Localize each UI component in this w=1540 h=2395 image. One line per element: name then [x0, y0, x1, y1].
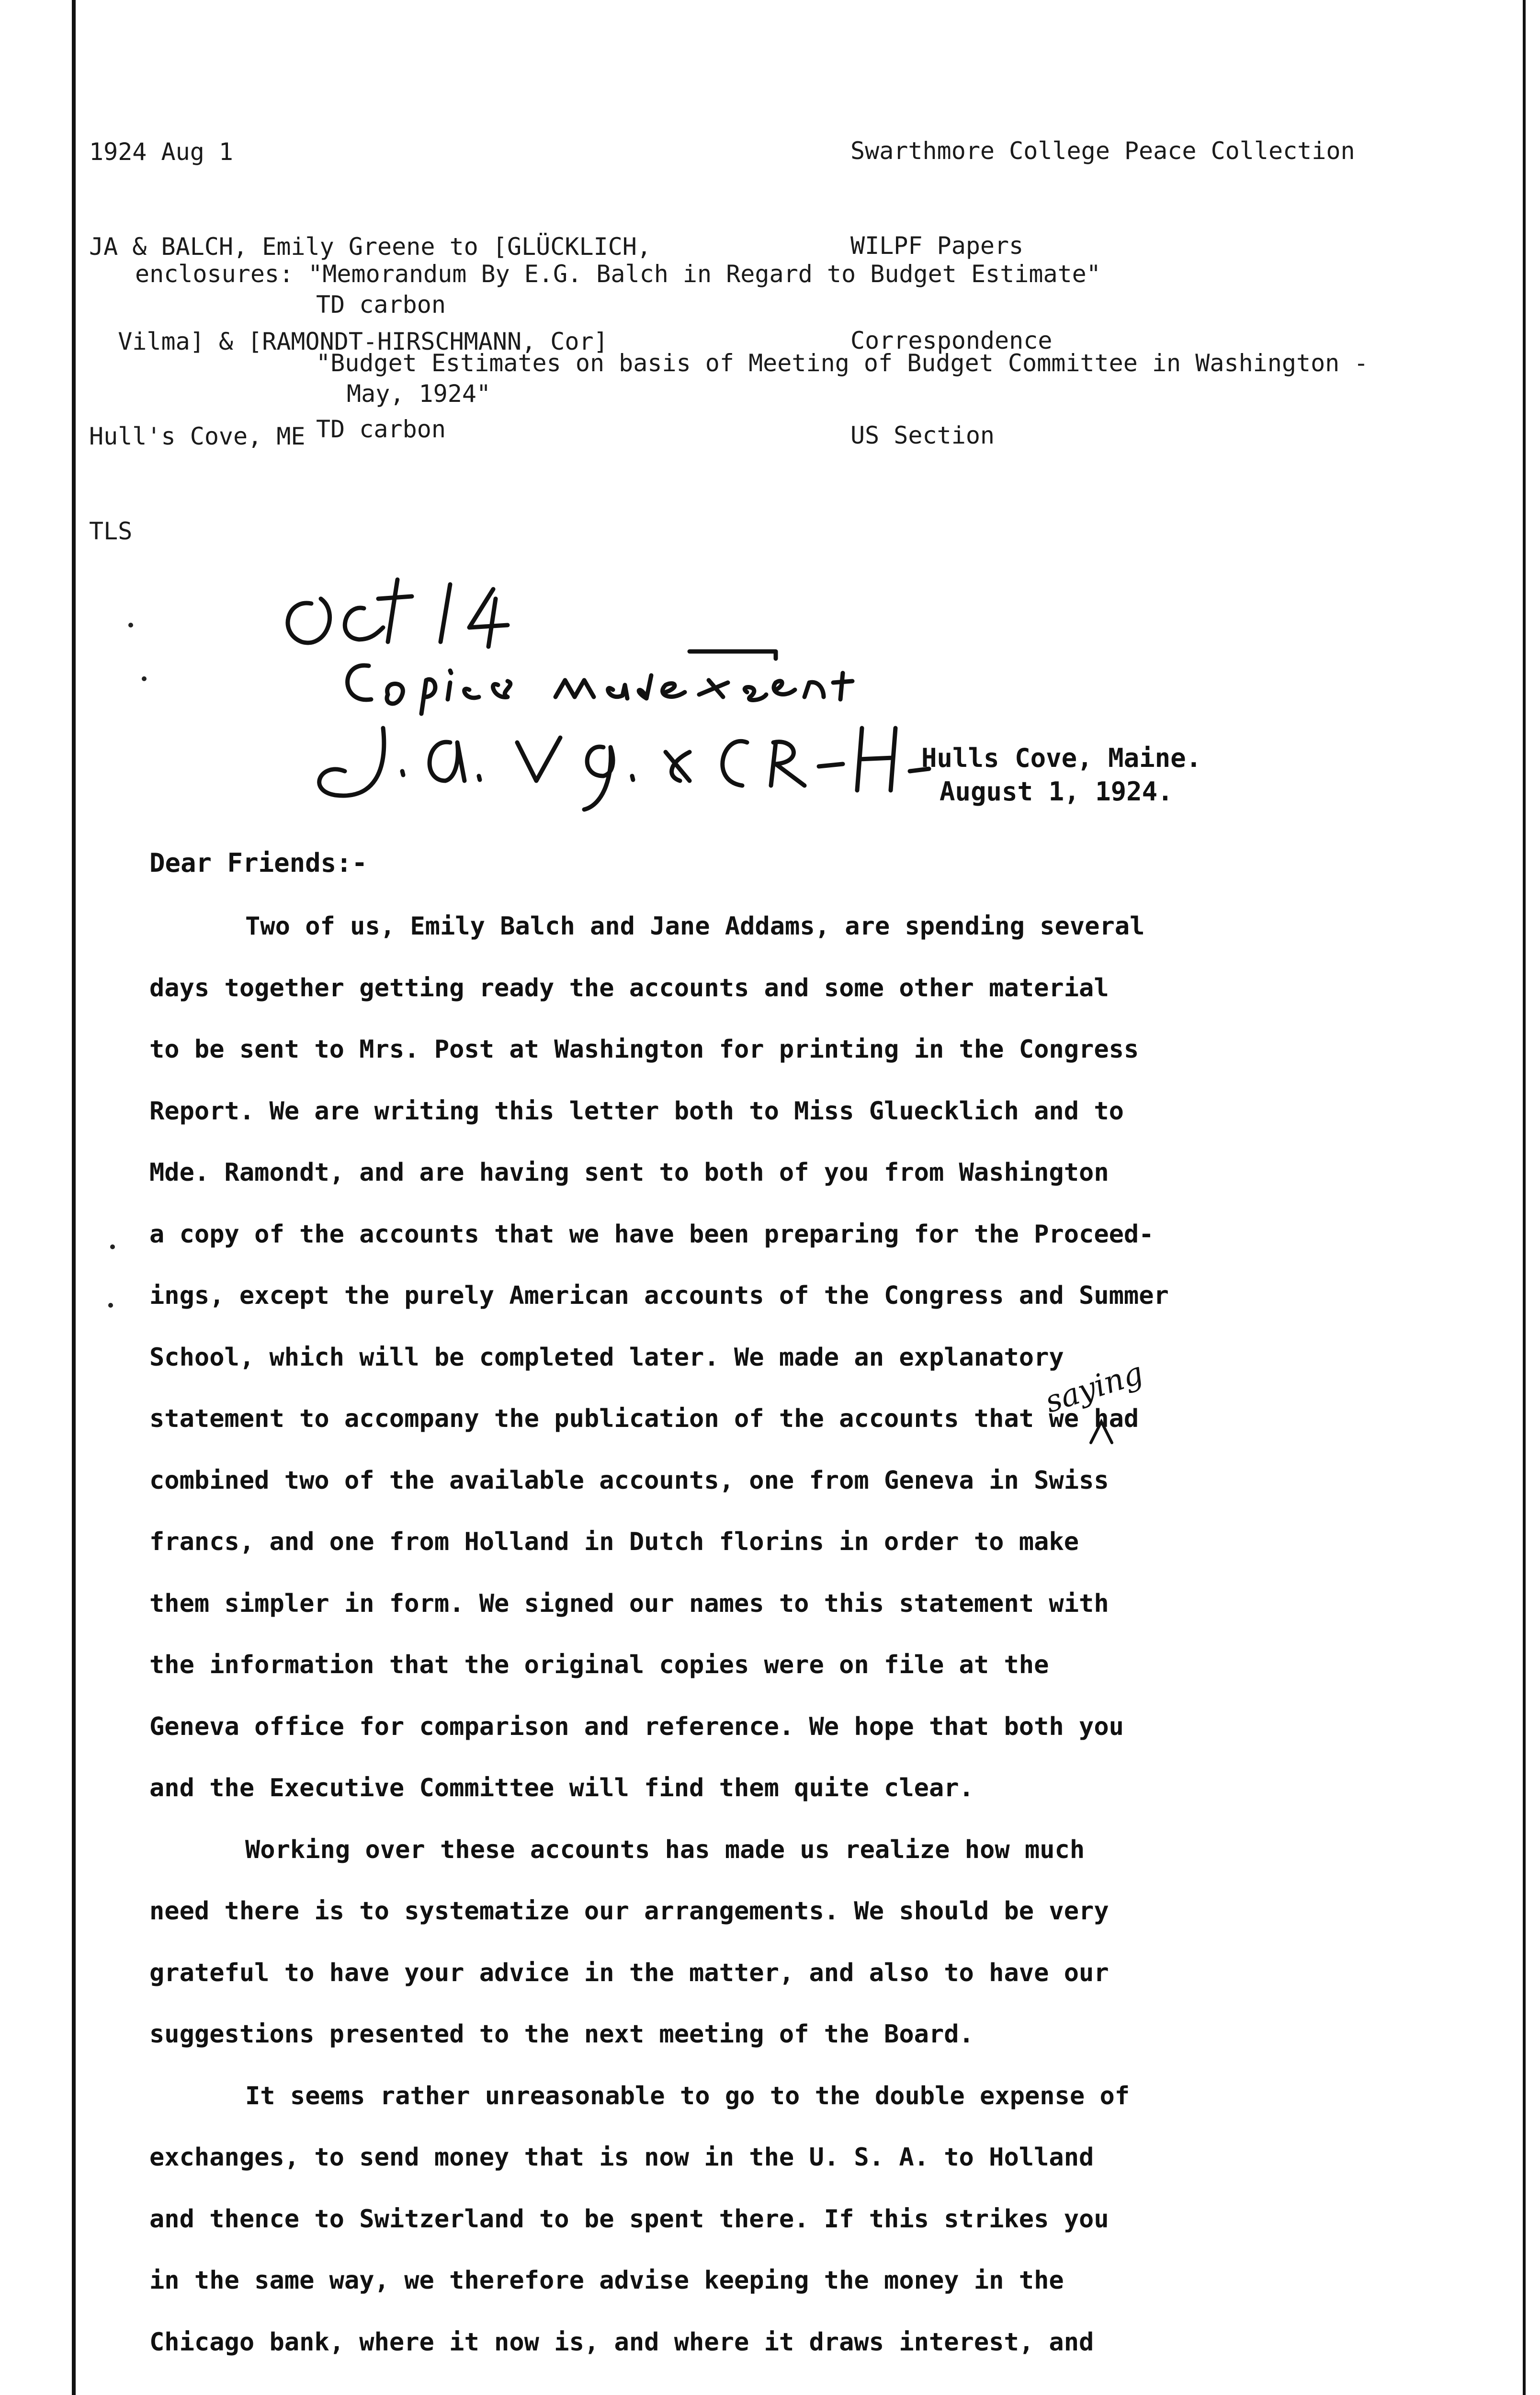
letter-body	[149, 896, 1375, 2373]
body-line: Report. We are writing this letter both to Miss Gluecklich and to	[149, 1096, 1124, 1126]
body-line: Chicago bank, where it now is, and where it draws interest, and	[149, 2327, 1094, 2357]
salutation: Dear Friends:-	[149, 848, 368, 878]
body-line: combined two of the available accounts, one from Geneva in Swiss	[149, 1466, 1109, 1495]
collection-section: US Section	[850, 422, 995, 449]
enclosure-2-type: TD carbon	[316, 415, 446, 443]
body-line: ings, except the purely American accounts of the Congress and Summer	[149, 1281, 1169, 1310]
enclosure-2-continued: May, 1924"	[347, 380, 491, 408]
handwriting-drawing	[268, 570, 1034, 829]
body-line: in the same way, we therefore advise keeping the money in the	[149, 2266, 1064, 2295]
body-line: a copy of the accounts that we have been preparing for the Proceed-	[149, 1220, 1154, 1249]
body-line: them simpler in form. We signed our names to this statement with	[149, 1589, 1109, 1618]
body-line: need there is to systematize our arrangements. We should be very	[149, 1897, 1109, 1926]
catalog-format: TLS	[89, 517, 133, 545]
scan-speck	[142, 676, 147, 681]
scan-speck	[110, 1244, 115, 1249]
insert-caret-mark	[1087, 1418, 1116, 1447]
body-line: and the Executive Committee will find them quite clear.	[149, 1774, 974, 1802]
scan-speck	[128, 623, 133, 627]
body-line: Geneva office for comparison and reference. We hope that both you	[149, 1712, 1124, 1741]
body-line: Two of us, Emily Balch and Jane Addams, are spending several	[245, 912, 1145, 941]
collection-series: WILPF Papers	[850, 232, 1024, 260]
handwritten-note	[268, 570, 1034, 829]
catalog-authors: JA & BALCH, Emily Greene to [GLÜCKLICH,	[89, 233, 651, 261]
body-line: days together getting ready the accounts and some other material	[149, 973, 1109, 1003]
enclosure-1: enclosures: "Memorandum By E.G. Balch in Regard to Budget Estimate"	[135, 260, 1101, 288]
body-line: francs, and one from Holland in Dutch florins in order to make	[149, 1528, 1079, 1556]
body-line: the information that the original copies were on file at the	[149, 1651, 1049, 1679]
dateline-place: Hulls Cove, Maine.	[921, 743, 1202, 773]
enclosure-1-type: TD carbon	[316, 291, 446, 319]
body-line: suggestions presented to the next meeting of the Board.	[149, 2020, 974, 2049]
body-line: exchanges, to send money that is now in the U. S. A. to Holland	[149, 2143, 1094, 2172]
body-line: statement to accompany the publication of the accounts that we had	[149, 1404, 1139, 1433]
body-line: Working over these accounts has made us realize how much	[245, 1835, 1085, 1864]
handwritten-insert: saying	[1041, 1355, 1148, 1420]
body-line: School, which will be completed later. We made an explanatory	[149, 1343, 1064, 1372]
catalog-right-block	[850, 72, 1355, 514]
catalog-place: Hull's Cove, ME	[89, 422, 306, 450]
catalog-left-block	[89, 73, 651, 610]
catalog-recipients: Vilma] & [RAMONDT-HIRSCHMANN, Cor]	[89, 328, 608, 355]
body-line: to be sent to Mrs. Post at Washington for printing in the Congress	[149, 1035, 1139, 1064]
dateline-date: August 1, 1924.	[940, 776, 1173, 807]
body-line: It seems rather unreasonable to go to the double expense of	[245, 2081, 1130, 2110]
catalog-date: 1924 Aug 1	[89, 138, 234, 166]
body-line: and thence to Switzerland to be spent there. If this strikes you	[149, 2204, 1109, 2234]
body-line: grateful to have your advice in the matter, and also to have our	[149, 1958, 1109, 1987]
collection-name: Swarthmore College Peace Collection	[850, 137, 1355, 165]
body-line: Mde. Ramondt, and are having sent to both of you from Washington	[149, 1158, 1109, 1187]
scan-speck	[108, 1303, 113, 1308]
enclosure-2: "Budget Estimates on basis of Meeting of Budget Committee in Washington -	[316, 349, 1369, 377]
collection-subseries: Correspondence	[850, 327, 1053, 354]
